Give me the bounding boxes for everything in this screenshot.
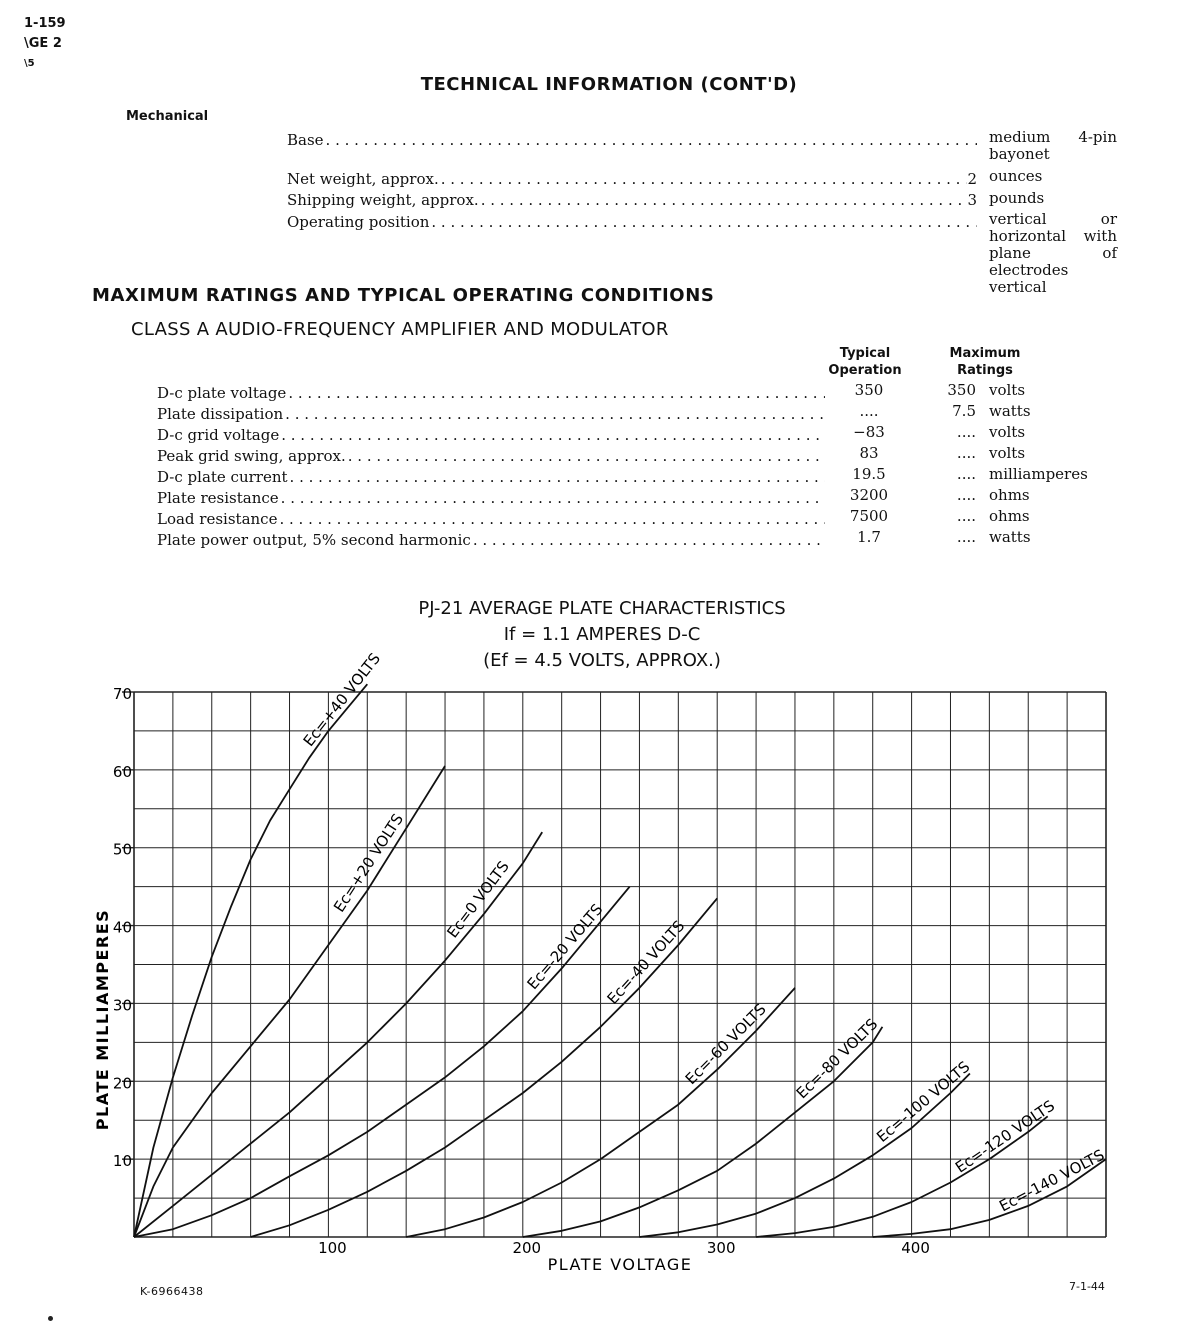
ratings-row-label: Plate power output, 5% second harmonic	[157, 531, 471, 549]
x-tick-label: 300	[706, 1239, 736, 1257]
ratings-typical-value: 19.5	[852, 465, 886, 483]
ratings-typical-value: −83	[853, 423, 885, 441]
series-label: Ec=0 VOLTS	[443, 857, 513, 942]
ratings-row-label: Plate dissipation	[157, 405, 284, 423]
page-code-line-3: \5	[24, 58, 35, 69]
y-tick-label: 20	[112, 1074, 132, 1093]
x-tick-label: 400	[901, 1239, 930, 1257]
page-code-line-2: \GE 2	[24, 36, 62, 51]
ratings-heading: MAXIMUM RATINGS AND TYPICAL OPERATING CONDITIONS	[92, 285, 715, 306]
ratings-max-value: ....	[956, 486, 976, 504]
series-label: Ec=-60 VOLTS	[681, 1000, 770, 1089]
ratings-row-label: Plate resistance	[157, 489, 279, 507]
col-header-max-line-1: Maximum	[949, 346, 1021, 361]
y-axis-label: PLATE MILLIAMPERES	[93, 908, 112, 1131]
chart-subtitle-1: If = 1.1 AMPERES D-C	[503, 624, 701, 645]
x-tick-label: 100	[318, 1239, 347, 1257]
col-header-typical-line-2: Operation	[828, 363, 902, 378]
mech-num-shipping-weight: 3	[967, 191, 977, 209]
mech-value-base: medium 4-pin bayonet	[989, 128, 1117, 163]
ratings-unit: volts	[989, 423, 1026, 441]
y-tick-label: 50	[112, 840, 132, 859]
drawing-number: K-6966438	[140, 1285, 204, 1298]
series-label: Ec=+20 VOLTS	[330, 810, 408, 916]
page-code-line-1: 1-159	[24, 16, 66, 31]
chart-title: PJ-21 AVERAGE PLATE CHARACTERISTICS	[418, 598, 786, 619]
ratings-subheading: CLASS A AUDIO-FREQUENCY AMPLIFIER AND MODULATOR	[131, 319, 669, 340]
y-tick-label: 10	[112, 1152, 132, 1171]
x-axis-label: PLATE VOLTAGE	[547, 1255, 693, 1274]
ratings-unit: ohms	[989, 486, 1030, 504]
series-label: Ec=-40 VOLTS	[603, 916, 689, 1008]
series-label: Ec=-100 VOLTS	[873, 1057, 974, 1146]
ratings-row-label: D-c plate current	[157, 468, 288, 486]
ratings-max-value: ....	[956, 528, 976, 546]
series-label: Ec=-80 VOLTS	[792, 1014, 882, 1103]
ratings-unit: volts	[989, 381, 1026, 399]
ratings-max-value: ....	[956, 507, 976, 525]
ratings-unit: ohms	[989, 507, 1030, 525]
series-label: Ec=-120 VOLTS	[952, 1096, 1058, 1177]
y-tick-label: 70	[112, 685, 132, 703]
ratings-typical-value: 83	[859, 444, 879, 462]
series-label: Ec=-140 VOLTS	[996, 1145, 1108, 1216]
ratings-row-label: Load resistance	[157, 510, 278, 528]
ratings-typical-value: ....	[859, 402, 879, 420]
mechanical-label: Mechanical	[126, 109, 209, 124]
mech-num-net-weight: 2	[967, 170, 977, 188]
ratings-unit: watts	[989, 402, 1031, 420]
page-title: TECHNICAL INFORMATION (CONT'D)	[420, 74, 798, 95]
ratings-max-value: 350	[947, 381, 976, 399]
mech-value-shipping-weight: pounds	[989, 189, 1045, 207]
ratings-row-label: D-c plate voltage	[157, 384, 287, 402]
ratings-typical-value: 350	[854, 381, 884, 399]
ratings-typical-value: 1.7	[857, 528, 881, 546]
ratings-unit: volts	[989, 444, 1026, 462]
ratings-row-label: D-c grid voltage	[157, 426, 280, 444]
ratings-typical-value: 7500	[849, 507, 889, 525]
mech-label-base: Base	[287, 131, 324, 149]
ratings-unit: milliamperes	[989, 465, 1088, 483]
col-header-typical-line-1: Typical	[839, 346, 891, 361]
mech-value-operating-position: vertical or horizontal with plane of electrodes vertical	[989, 210, 1117, 296]
ratings-max-value: 7.5	[952, 402, 976, 420]
x-tick-label: 200	[512, 1239, 542, 1257]
mech-label-net-weight: Net weight, approx.	[287, 170, 439, 188]
ratings-max-value: ....	[956, 444, 976, 462]
series-label: Ec=+40 VOLTS	[299, 649, 385, 750]
chart-subtitle-2: (Ef = 4.5 VOLTS, APPROX.)	[483, 650, 721, 671]
speck-mark	[48, 1316, 53, 1321]
y-tick-label: 60	[112, 762, 132, 781]
ratings-max-value: ....	[956, 465, 976, 483]
ratings-max-value: ....	[956, 423, 976, 441]
y-tick-label: 40	[112, 918, 132, 937]
ratings-unit: watts	[989, 528, 1031, 546]
mech-label-operating-position: Operating position	[287, 213, 430, 231]
mech-label-shipping-weight: Shipping weight, approx.	[287, 191, 479, 209]
ratings-typical-value: 3200	[849, 486, 889, 504]
ratings-row-label: Peak grid swing, approx.	[157, 447, 346, 465]
drawing-date: 7-1-44	[1069, 1280, 1105, 1293]
y-tick-label: 30	[112, 996, 132, 1015]
col-header-max-line-2: Ratings	[957, 363, 1013, 378]
series-label: Ec=-20 VOLTS	[523, 900, 607, 993]
mech-value-net-weight: ounces	[989, 167, 1043, 185]
